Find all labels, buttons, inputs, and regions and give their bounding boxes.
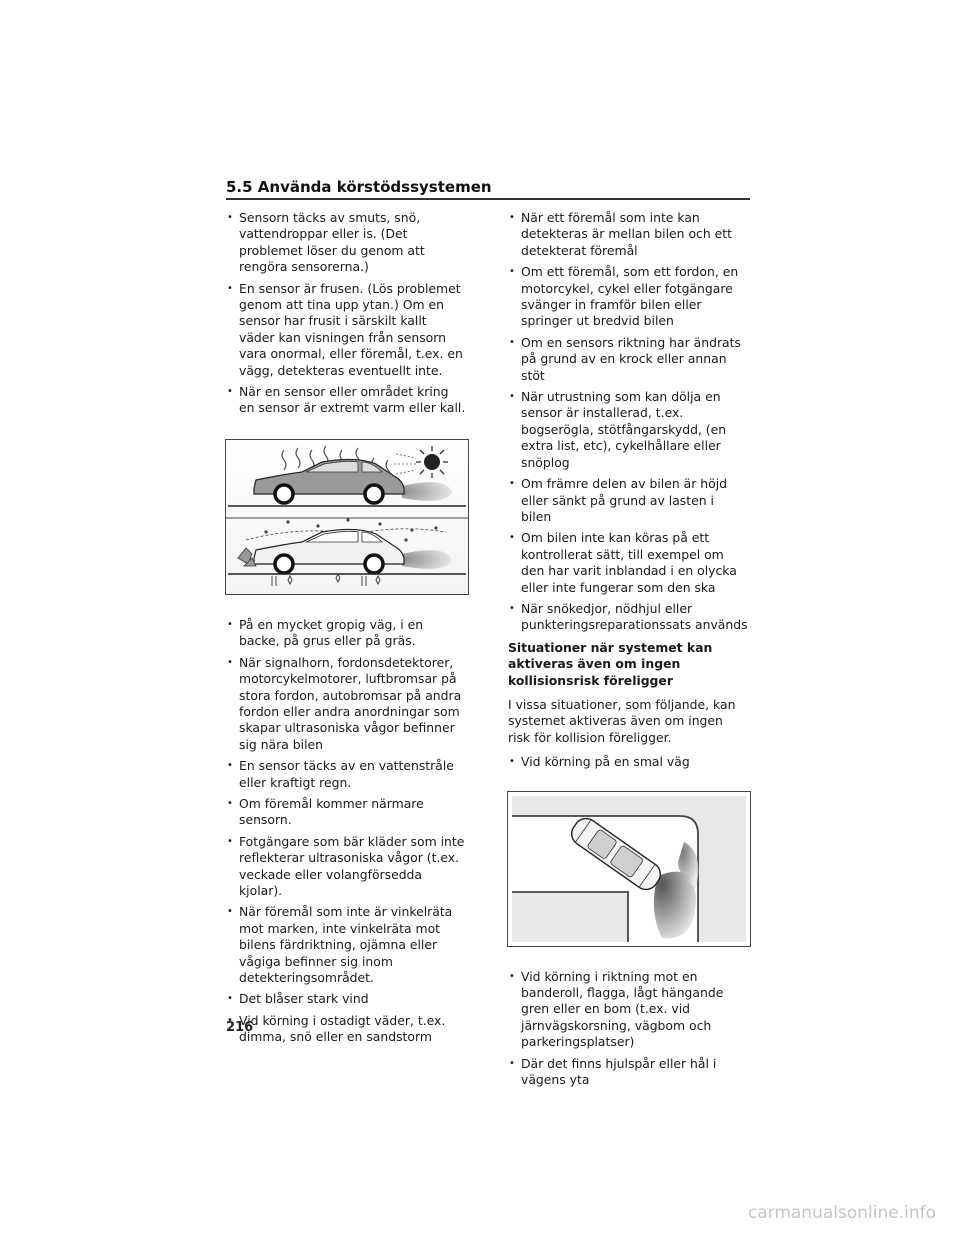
list-item: • Om främre delen av bilen är höjd eller sänkt på grund av lasten i bilen	[508, 476, 748, 525]
list-item: • Om bilen inte kan köras på ett kontrollerat sätt, till exempel om den har varit inblandad i en olycka eller inte fungerar som den ska	[508, 530, 748, 596]
sensor-beam-icon	[402, 550, 452, 569]
list-item: • Om en sensors riktning har ändrats på grund av en krock eller annan stöt	[508, 335, 748, 384]
list-item: • När ett föremål som inte kan detekteras är mellan bilen och ett detekterat föremål	[508, 210, 748, 259]
bullet-list-left-bottom	[226, 617, 466, 1046]
list-item: • Om ett föremål, som ett fordon, en motorcykel, cykel eller fotgängare svänger in framför bilen eller springer ut bredvid bilen	[508, 264, 748, 330]
sensor-beam-icon	[402, 482, 452, 501]
left-column	[226, 210, 466, 1051]
list-item: • När signalhorn, fordonsdetektorer, motorcykelmotorer, luftbromsar på stora fordon, autobromsar på andra fordon eller andra anordningar som skapar ultrasoniska vågor befinner sig nära bilen	[226, 655, 466, 753]
bullet-list-right-top	[508, 210, 748, 634]
subheading: Situationer när systemet kan aktiveras även om ingen kollisionsrisk föreligger	[508, 639, 713, 688]
illustration-weather-conditions	[225, 439, 469, 595]
list-item: • Vid körning i ostadigt väder, t.ex. dimma, snö eller en sandstorm	[226, 1013, 466, 1046]
list-item: • Sensorn täcks av smuts, snö, vattendroppar eller is. (Det problemet löser du genom att rengöra sensorerna.)	[226, 210, 466, 276]
list-item: • Det blåser stark vind	[226, 991, 466, 1007]
list-item: • På en mycket gropig väg, i en backe, på grus eller på gräs.	[226, 617, 466, 650]
list-item: • Där det finns hjulspår eller hål i vägens yta	[508, 1056, 748, 1089]
paragraph: I vissa situationer, som följande, kan systemet aktiveras även om ingen risk för kollision föreligger.	[508, 696, 736, 745]
list-item: • Om föremål kommer närmare sensorn.	[226, 796, 466, 829]
list-item: • När utrustning som kan dölja en sensor är installerad, t.ex. bogserögla, stötfångarskydd, (en extra list, etc), cykelhållare eller snöplog	[508, 389, 748, 471]
bullet-list-right-bottom	[508, 969, 748, 1089]
list-item: • När snökedjor, nödhjul eller punkteringsreparationssats används	[508, 601, 748, 634]
list-item: • En sensor är frusen. (Lös problemet genom att tina upp ytan.) Om en sensor har frusit i särskilt kallt väder kan visningen från sensorn vara onormal, eller föremål, t.ex. en vägg, detekteras eventuellt inte.	[226, 281, 466, 379]
section-header	[226, 178, 750, 200]
list-item: • Vid körning på en smal väg	[508, 754, 748, 770]
illustration-narrow-road	[507, 791, 751, 947]
header-divider	[226, 198, 750, 200]
watermark: carmanualsonline.info	[747, 1203, 936, 1223]
list-item: • När föremål som inte är vinkelräta mot marken, inte vinkelräta mot bilens färdriktning, ojämna eller vågiga befinner sig inom detekteringsområdet.	[226, 904, 466, 986]
weather-illustration-svg	[226, 440, 468, 594]
page-number: 216	[226, 1020, 254, 1035]
list-item: • Fotgängare som bär kläder som inte reflekterar ultrasoniska vågor (t.ex. veckade eller volangförsedda kjolar).	[226, 834, 466, 900]
list-item: • När en sensor eller området kring en sensor är extremt varm eller kall.	[226, 384, 466, 417]
right-column	[508, 210, 748, 1093]
narrow-road-svg	[508, 792, 750, 946]
bullet-list-right-mid	[508, 754, 748, 770]
list-item: • En sensor täcks av en vattenstråle eller kraftigt regn.	[226, 758, 466, 791]
list-item: • Vid körning i riktning mot en banderoll, flagga, lågt hängande gren eller en bom (t.ex. vid järnvägskorsning, vägbom och parkeringsplatser)	[508, 969, 748, 1051]
section-title: 5.5 Använda körstödssystemen	[226, 178, 492, 196]
bullet-list-left-top	[226, 210, 466, 417]
